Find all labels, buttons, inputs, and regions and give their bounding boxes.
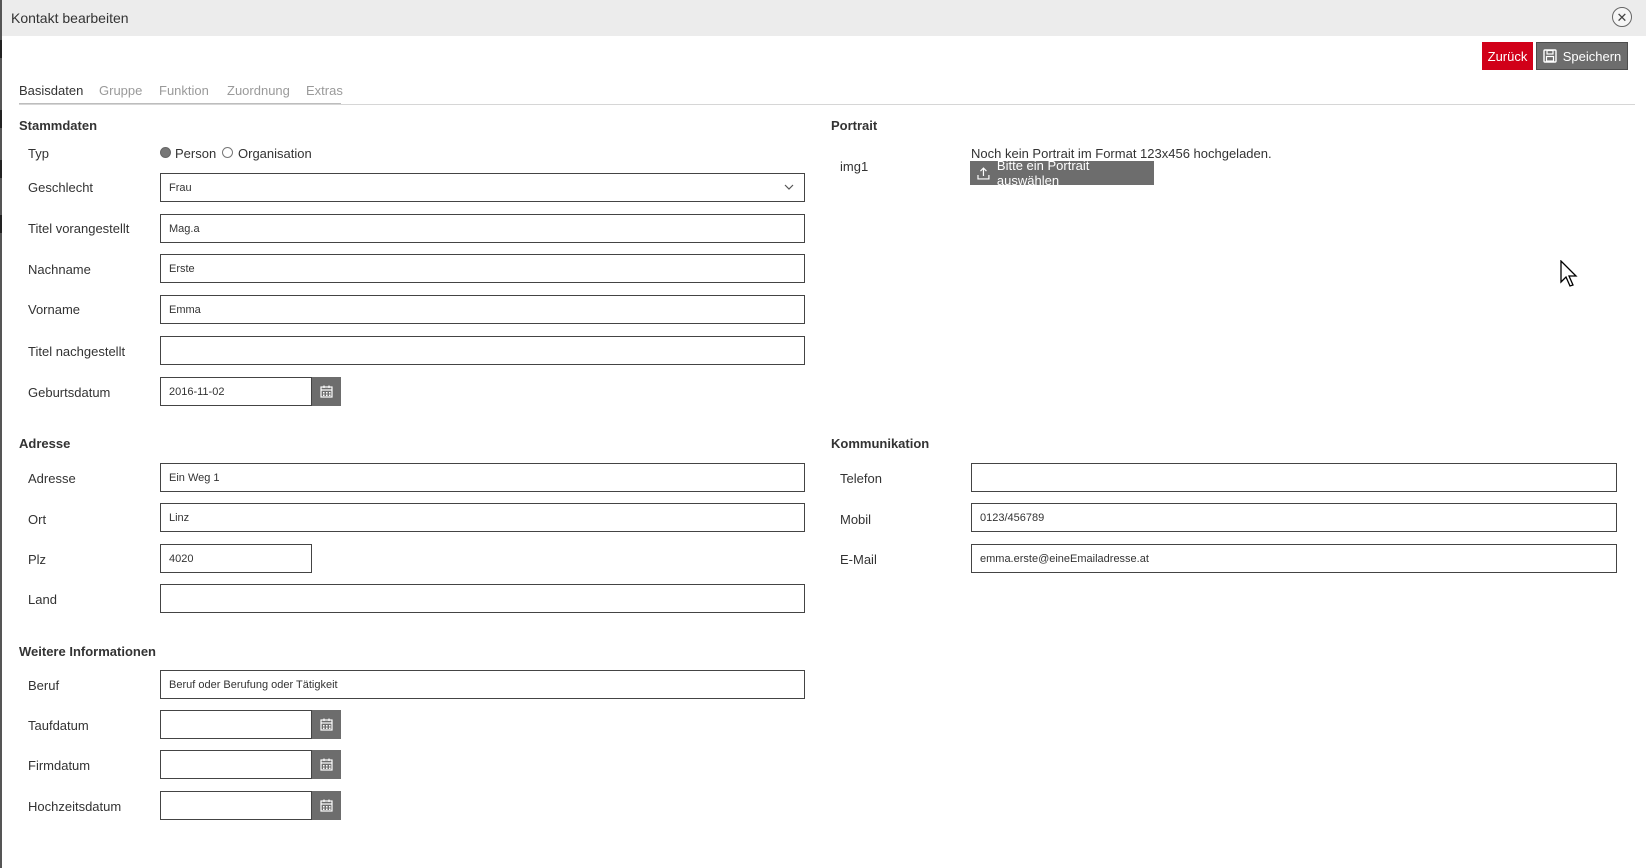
calendar-icon [320,758,333,771]
ort-input[interactable] [160,503,805,532]
tab-extras[interactable]: Extras [306,83,343,98]
edge-mark [0,160,2,178]
tab-funktion[interactable]: Funktion [159,83,209,98]
label-land: Land [28,592,57,607]
portrait-upload-button[interactable] [970,158,1154,188]
edge-mark [0,110,2,128]
tab-active-divider [19,103,341,104]
label-hochzeitsdatum: Hochzeitsdatum [28,799,122,814]
label-geschlecht: Geschlecht [28,180,94,195]
calendar-icon [320,799,333,812]
label-firmdatum: Firmdatum [28,758,91,773]
firmdatum-calendar-button[interactable] [312,750,341,779]
edge-mark [0,215,2,233]
radio-organisation[interactable] [222,147,233,158]
geschlecht-select[interactable] [160,173,805,202]
dialog-title: Kontakt bearbeiten [11,10,129,26]
chevron-down-icon [784,182,794,192]
hochzeitsdatum-calendar-button[interactable] [312,791,341,820]
tab-divider [19,104,1635,105]
label-telefon: Telefon [840,471,882,486]
label-email: E-Mail [840,552,877,567]
tab-gruppe[interactable]: Gruppe [99,83,143,98]
email-input[interactable] [971,544,1617,573]
radio-person[interactable] [160,147,171,158]
section-heading-adresse: Adresse [19,436,71,451]
tab-zuordnung[interactable]: Zuordnung [227,83,290,98]
save-button[interactable] [1536,42,1628,70]
section-heading-portrait: Portrait [831,118,878,133]
floppy-disk-icon [1543,49,1557,63]
section-heading-weitere-informationen: Weitere Informationen [19,644,157,659]
close-icon: ✕ [1616,9,1628,25]
radio-person-label[interactable]: Person [175,146,217,161]
dialog-titlebar [2,0,1646,36]
section-heading-stammdaten: Stammdaten [19,118,98,133]
back-button[interactable]: Zurück [1482,42,1533,70]
label-vorname: Vorname [28,302,81,317]
telefon-input[interactable] [971,463,1617,492]
calendar-icon [320,718,333,731]
hochzeitsdatum-input[interactable] [160,791,312,820]
titel-vorangestellt-input[interactable] [160,214,805,243]
save-button-label: Speichern [1562,48,1622,64]
geburtsdatum-calendar-button[interactable] [312,377,341,406]
label-titel-nachgestellt: Titel nachgestellt [28,344,126,359]
label-nachname: Nachname [28,262,91,277]
titel-nachgestellt-input[interactable] [160,336,805,365]
portrait-upload-label: Bitte ein Portrait auswählen [996,158,1090,188]
tab-basisdaten[interactable]: Basisdaten [19,83,84,98]
mobil-input[interactable] [971,503,1617,532]
geburtsdatum-input[interactable] [160,377,312,406]
label-ort: Ort [28,512,47,527]
taufdatum-calendar-button[interactable] [312,710,341,739]
vorname-input[interactable] [160,295,805,324]
label-plz: Plz [28,552,47,567]
beruf-input[interactable] [160,670,805,699]
mouse-cursor-icon [1560,260,1580,288]
firmdatum-input[interactable] [160,750,312,779]
land-input[interactable] [160,584,805,613]
close-button[interactable] [1612,7,1632,27]
label-typ: Typ [28,146,49,161]
geschlecht-value: Frau [169,181,192,194]
taufdatum-input[interactable] [160,710,312,739]
portrait-info-text: Noch kein Portrait im Format 123x456 hochgeladen. [971,146,1272,161]
edge-mark [0,40,2,58]
portrait-image-placeholder: img1 [840,159,869,174]
window-left-edge [0,0,2,868]
label-titel-vorangestellt: Titel vorangestellt [28,221,130,236]
label-adresse: Adresse [28,471,76,486]
adresse-input[interactable] [160,463,805,492]
radio-organisation-label[interactable]: Organisation [238,146,312,161]
label-geburtsdatum: Geburtsdatum [28,385,111,400]
upload-icon [977,167,990,180]
label-taufdatum: Taufdatum [28,718,89,733]
label-beruf: Beruf [28,678,60,693]
plz-input[interactable] [160,544,312,573]
label-mobil: Mobil [840,512,872,527]
nachname-input[interactable] [160,254,805,283]
section-heading-kommunikation: Kommunikation [831,436,930,451]
calendar-icon [320,385,333,398]
